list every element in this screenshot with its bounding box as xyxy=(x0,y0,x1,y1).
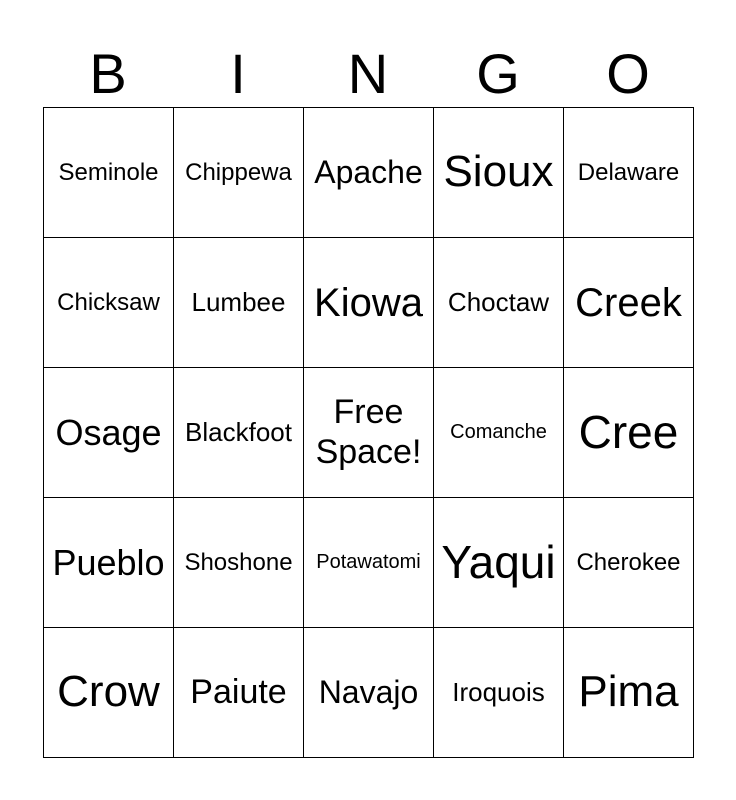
bingo-cell[interactable]: Choctaw xyxy=(434,238,564,368)
bingo-cell[interactable]: Kiowa xyxy=(304,238,434,368)
bingo-cell[interactable]: Blackfoot xyxy=(174,368,304,498)
header-letter-b: B xyxy=(89,42,127,105)
bingo-cell[interactable]: Seminole xyxy=(44,108,174,238)
bingo-cell[interactable]: Navajo xyxy=(304,628,434,758)
bingo-cell[interactable]: Sioux xyxy=(434,108,564,238)
free-space-cell[interactable]: Free Space! xyxy=(304,368,434,498)
bingo-card-grid xyxy=(43,107,694,758)
bingo-cell[interactable]: Lumbee xyxy=(174,238,304,368)
bingo-cell[interactable]: Potawatomi xyxy=(304,498,434,628)
bingo-cell[interactable]: Osage xyxy=(44,368,174,498)
bingo-cell[interactable]: Apache xyxy=(304,108,434,238)
bingo-cell[interactable]: Comanche xyxy=(434,368,564,498)
bingo-cell[interactable]: Cree xyxy=(564,368,694,498)
bingo-cell[interactable]: Pueblo xyxy=(44,498,174,628)
bingo-cell[interactable]: Chicksaw xyxy=(44,238,174,368)
bingo-cell[interactable]: Pima xyxy=(564,628,694,758)
bingo-cell[interactable]: Crow xyxy=(44,628,174,758)
bingo-cell[interactable]: Cherokee xyxy=(564,498,694,628)
bingo-cell[interactable]: Shoshone xyxy=(174,498,304,628)
bingo-cell[interactable]: Chippewa xyxy=(174,108,304,238)
header-letter-i: I xyxy=(230,42,246,105)
bingo-cell[interactable]: Iroquois xyxy=(434,628,564,758)
bingo-header xyxy=(43,40,693,108)
header-letter-n: N xyxy=(347,42,389,105)
header-letter-o: O xyxy=(606,42,650,105)
header-letter-g: G xyxy=(476,42,520,105)
bingo-cell[interactable]: Paiute xyxy=(174,628,304,758)
bingo-cell[interactable]: Creek xyxy=(564,238,694,368)
bingo-cell[interactable]: Delaware xyxy=(564,108,694,238)
bingo-cell[interactable]: Yaqui xyxy=(434,498,564,628)
